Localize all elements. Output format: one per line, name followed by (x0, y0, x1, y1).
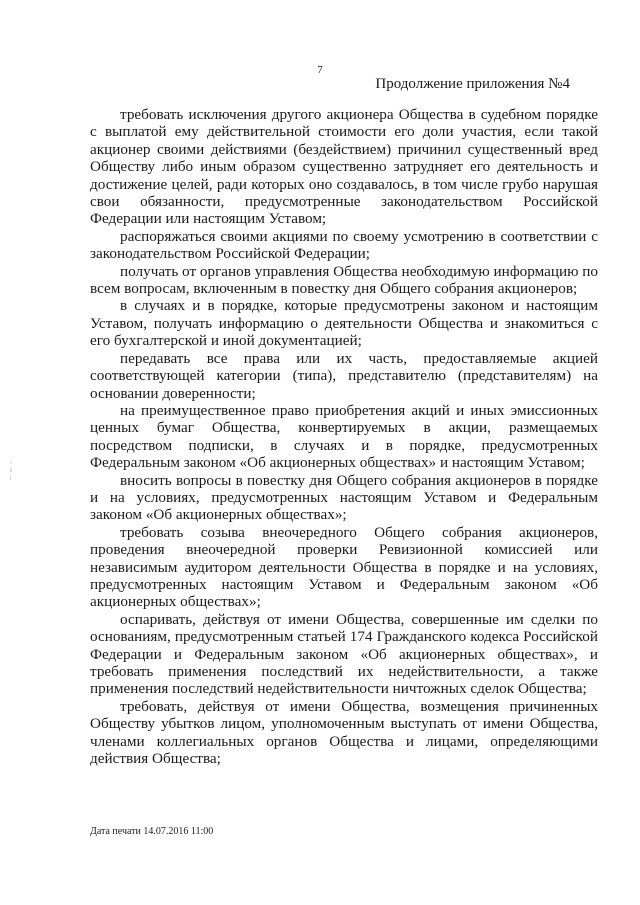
paragraph: оспаривать, действуя от имени Общества, совершенные им сделки по основаниям, предусмотренным статьей 174 Гражданского кодекса Российской Федерации и Федеральным законом «Об акционерных обществах», и требовать применения последствий их недействительности, а также применения последствий недействительности ничтожных сделок Общества; (90, 610, 598, 698)
margin-scan-marks (10, 458, 12, 482)
paragraph: распоряжаться своими акциями по своему усмотрению в соответствии с законодательством Российской Федерации; (90, 227, 598, 263)
paragraph: требовать, действуя от имени Общества, возмещения причиненных Обществу убытков лицом, уполномоченным выступать от имени Общества, членами коллегиальных органов Общества и лицами, определяющими действия Общества; (90, 697, 598, 768)
document-body (90, 106, 598, 767)
margin-mark: : (10, 458, 12, 466)
paragraph: вносить вопросы в повестку дня Общего собрания акционеров в порядке и на условиях, предусмотренных настоящим Уставом и Федеральным законом «Об акционерных обществах»; (90, 471, 598, 524)
margin-mark: ǀ (10, 474, 12, 482)
paragraph: требовать созыва внеочередного Общего собрания акционеров, проведения внеочередной проверки Ревизионной комиссией или независимым аудитором деятельности Общества в порядке и на условиях, предусмотренных настоящим Уставом и Федеральным законом «Об акционерных обществах»; (90, 523, 598, 611)
paragraph: в случаях и в порядке, которые предусмотрены законом и настоящим Уставом, получать информацию о деятельности Общества и знакомиться с его бухгалтерской и иной документацией; (90, 297, 598, 350)
appendix-continuation-header: Продолжение приложения №4 (375, 76, 570, 92)
page-number: 7 (317, 64, 323, 76)
print-date-footer: Дата печати 14.07.2016 11:00 (90, 826, 214, 837)
paragraph: требовать исключения другого акционера Общества в судебном порядке с выплатой ему действительной стоимости его доли участия, если такой акционер своими действиями (бездействием) причинил существенный вред Обществу либо иным образом существенно затрудняет его деятельность и достижение целей, ради которых оно создавалось, в том числе грубо нарушая свои обязанности, предусмотренные законодательством Российской Федерации или настоящим Уставом; (90, 106, 598, 228)
paragraph: передавать все права или их часть, предоставляемые акцией соответствующей категории (типа), представителю (представителям) на основании доверенности; (90, 349, 598, 402)
paragraph: на преимущественное право приобретения акций и иных эмиссионных ценных бумаг Общества, конвертируемых в акции, размещаемых посредством подписки, в случаях и в порядке, предусмотренных Федеральным законом «Об акционерных обществах» и настоящим Уставом; (90, 401, 598, 472)
margin-mark: ɪ (10, 466, 12, 474)
paragraph: получать от органов управления Общества необходимую информацию по всем вопросам, включенным в повестку дня Общего собрания акционеров; (90, 262, 598, 298)
